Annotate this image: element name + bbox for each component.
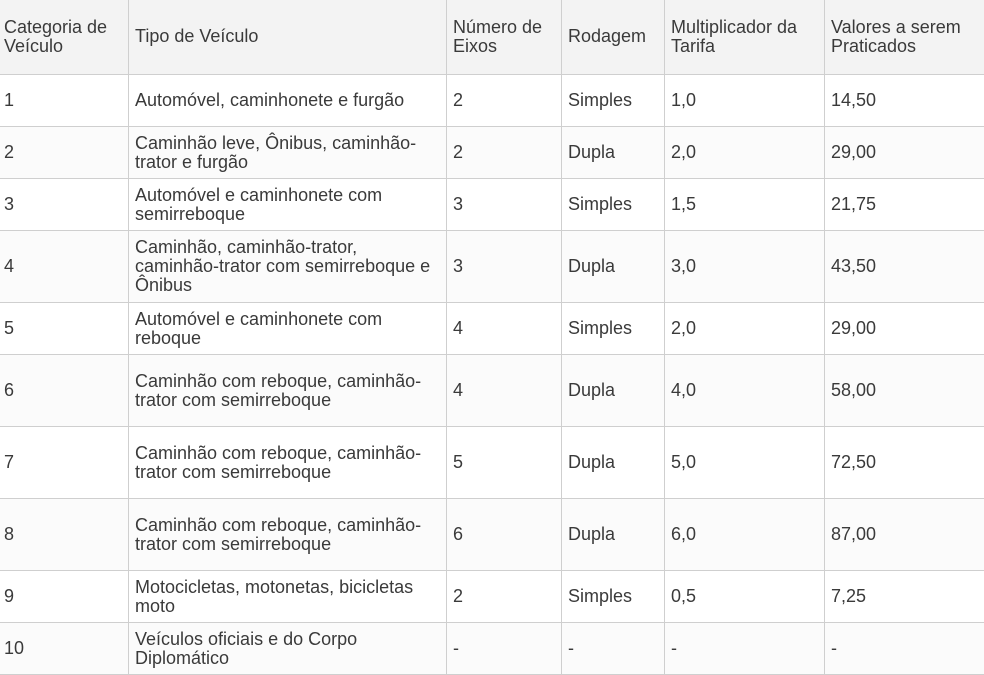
cell-categoria: 9 — [0, 571, 129, 623]
cell-multiplicador: 2,0 — [665, 127, 825, 179]
cell-tipo: Automóvel, caminhonete e furgão — [129, 75, 447, 127]
cell-rodagem: Dupla — [562, 127, 665, 179]
cell-tipo: Motocicletas, motonetas, bicicletas moto — [129, 571, 447, 623]
cell-eixos: 6 — [447, 499, 562, 571]
header-valor: Valores a serem Praticados — [825, 0, 984, 75]
cell-tipo: Caminhão com reboque, caminhão-trator com semirreboque — [129, 355, 447, 427]
table-row — [0, 499, 984, 571]
cell-eixos: - — [447, 623, 562, 675]
header-row — [0, 0, 984, 75]
cell-categoria: 2 — [0, 127, 129, 179]
table-row — [0, 303, 984, 355]
header-multiplicador: Multiplicador da Tarifa — [665, 0, 825, 75]
cell-multiplicador: - — [665, 623, 825, 675]
table-row — [0, 179, 984, 231]
cell-tipo: Caminhão com reboque, caminhão-trator com semirreboque — [129, 427, 447, 499]
header-eixos: Número de Eixos — [447, 0, 562, 75]
cell-multiplicador: 0,5 — [665, 571, 825, 623]
cell-rodagem: Simples — [562, 75, 665, 127]
cell-valor: 43,50 — [825, 231, 984, 303]
cell-tipo: Veículos oficiais e do Corpo Diplomático — [129, 623, 447, 675]
cell-eixos: 2 — [447, 571, 562, 623]
cell-tipo: Automóvel e caminhonete com semirreboque — [129, 179, 447, 231]
cell-rodagem: Dupla — [562, 499, 665, 571]
cell-multiplicador: 1,0 — [665, 75, 825, 127]
table-row — [0, 427, 984, 499]
table-row — [0, 571, 984, 623]
cell-rodagem: Dupla — [562, 355, 665, 427]
cell-eixos: 5 — [447, 427, 562, 499]
table-row — [0, 75, 984, 127]
cell-valor: 72,50 — [825, 427, 984, 499]
cell-rodagem: Simples — [562, 179, 665, 231]
cell-categoria: 3 — [0, 179, 129, 231]
cell-rodagem: Dupla — [562, 231, 665, 303]
cell-eixos: 2 — [447, 127, 562, 179]
cell-categoria: 5 — [0, 303, 129, 355]
cell-valor: 7,25 — [825, 571, 984, 623]
table-row — [0, 623, 984, 675]
cell-eixos: 3 — [447, 231, 562, 303]
cell-categoria: 6 — [0, 355, 129, 427]
cell-valor: 87,00 — [825, 499, 984, 571]
cell-eixos: 3 — [447, 179, 562, 231]
cell-valor: 21,75 — [825, 179, 984, 231]
cell-multiplicador: 6,0 — [665, 499, 825, 571]
cell-multiplicador: 3,0 — [665, 231, 825, 303]
cell-tipo: Caminhão, caminhão-trator, caminhão-trator com semirreboque e Ônibus — [129, 231, 447, 303]
table-row — [0, 231, 984, 303]
cell-eixos: 4 — [447, 303, 562, 355]
cell-eixos: 4 — [447, 355, 562, 427]
header-tipo: Tipo de Veículo — [129, 0, 447, 75]
cell-multiplicador: 1,5 — [665, 179, 825, 231]
cell-tipo: Automóvel e caminhonete com reboque — [129, 303, 447, 355]
cell-valor: - — [825, 623, 984, 675]
header-rodagem: Rodagem — [562, 0, 665, 75]
table-row — [0, 355, 984, 427]
cell-rodagem: - — [562, 623, 665, 675]
cell-eixos: 2 — [447, 75, 562, 127]
cell-categoria: 4 — [0, 231, 129, 303]
header-categoria: Categoria de Veículo — [0, 0, 129, 75]
cell-valor: 14,50 — [825, 75, 984, 127]
cell-multiplicador: 2,0 — [665, 303, 825, 355]
cell-categoria: 10 — [0, 623, 129, 675]
cell-valor: 58,00 — [825, 355, 984, 427]
cell-rodagem: Simples — [562, 571, 665, 623]
cell-multiplicador: 5,0 — [665, 427, 825, 499]
cell-categoria: 1 — [0, 75, 129, 127]
cell-valor: 29,00 — [825, 127, 984, 179]
cell-valor: 29,00 — [825, 303, 984, 355]
cell-categoria: 7 — [0, 427, 129, 499]
cell-tipo: Caminhão leve, Ônibus, caminhão-trator e furgão — [129, 127, 447, 179]
cell-categoria: 8 — [0, 499, 129, 571]
table-row — [0, 127, 984, 179]
cell-multiplicador: 4,0 — [665, 355, 825, 427]
cell-rodagem: Simples — [562, 303, 665, 355]
cell-rodagem: Dupla — [562, 427, 665, 499]
cell-tipo: Caminhão com reboque, caminhão-trator com semirreboque — [129, 499, 447, 571]
